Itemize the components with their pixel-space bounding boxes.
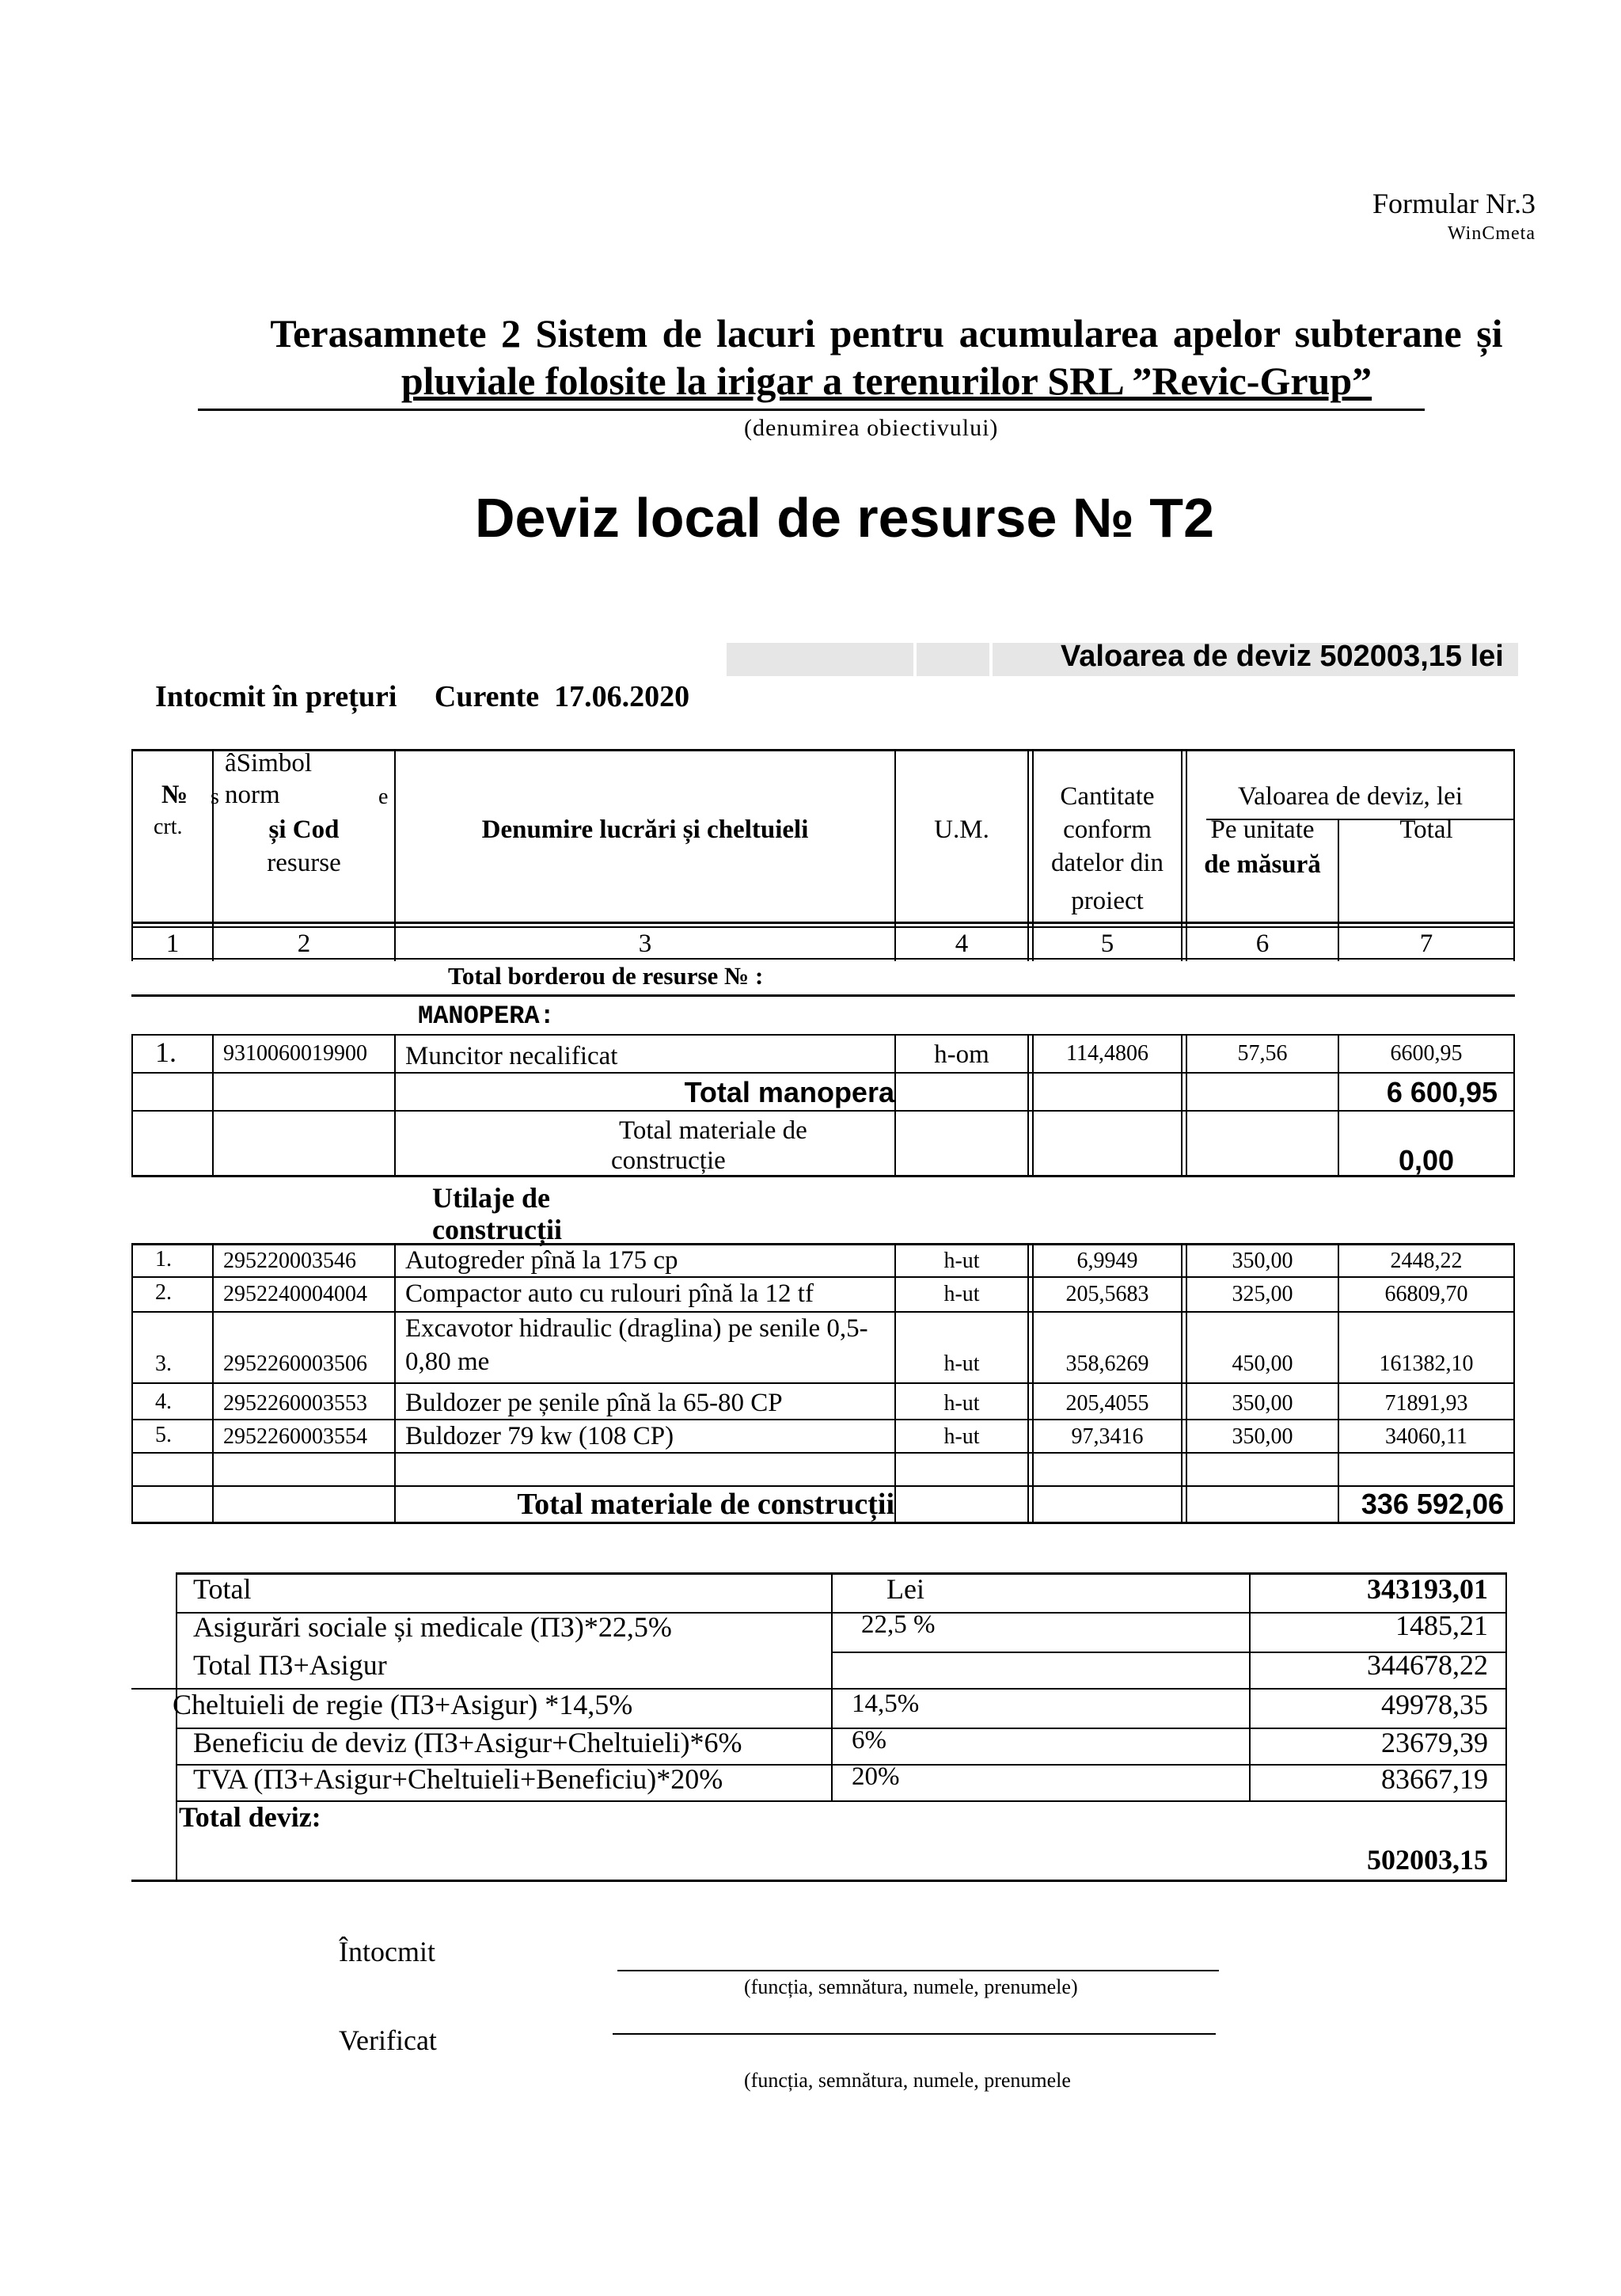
software-name: WinCmeta xyxy=(1447,223,1536,244)
summary-value: 49978,35 xyxy=(1381,1689,1488,1720)
utilaje-row-unit: 350,00 xyxy=(1232,1424,1293,1449)
col-simbol-s: s xyxy=(211,785,219,809)
intocmit-caption: (funcția, semnătura, numele, prenumele) xyxy=(744,1975,1078,1998)
summary-pct: 22,5 % xyxy=(861,1610,936,1639)
utilaje-row-nr: 2. xyxy=(155,1280,172,1305)
col-um-label: U.M. xyxy=(934,815,989,844)
col-number-2: 2 xyxy=(297,929,311,958)
col-nr-label: № xyxy=(161,781,188,809)
utilaje-row-unit: 350,00 xyxy=(1232,1391,1293,1416)
manopera-heading: MANOPERA: xyxy=(418,1002,555,1031)
col-number-3: 3 xyxy=(638,929,652,958)
object-name-line1: Terasamnete 2 Sistem de lacuri pentru acumularea apelor subterane și xyxy=(270,311,1503,355)
utilaje-total-label: Total materiale de construcții xyxy=(517,1488,894,1521)
utilaje-row-code: 2952260003554 xyxy=(223,1424,367,1449)
utilaje-row-name: Compactor auto cu rulouri pînă la 12 tf xyxy=(405,1279,814,1308)
summary-value: 23679,39 xyxy=(1381,1727,1488,1758)
col-simbol-label3: și Cod xyxy=(268,815,340,844)
utilaje-row-total: 66809,70 xyxy=(1384,1282,1468,1306)
summary-label: Cheltuieli de regie (ПЗ+Asigur) *14,5% xyxy=(173,1689,633,1720)
summary-pct: Lei xyxy=(886,1573,924,1605)
estimate-value: Valoarea de deviz 502003,15 lei xyxy=(1061,640,1504,673)
utilaje-row-um: h-ut xyxy=(943,1249,980,1273)
utilaje-row-nr: 4. xyxy=(155,1389,172,1414)
col-nr-label2: crt. xyxy=(154,815,183,839)
total-deviz-value: 502003,15 xyxy=(1367,1844,1488,1876)
col-cantitate-label3: datelor din xyxy=(1050,849,1164,877)
object-name-line2: pluviale folosite la irigar a terenurilor SRL ”Revic-Grup” xyxy=(401,359,1372,403)
utilaje-row-name: Buldozer 79 kw (108 CP) xyxy=(405,1422,674,1450)
col-simbol-label1: âSimbol xyxy=(225,749,313,777)
manopera-total-label: Total manopera xyxy=(684,1076,894,1108)
summary-value: 344678,22 xyxy=(1367,1649,1488,1681)
utilaje-row-total: 34060,11 xyxy=(1385,1424,1467,1449)
utilaje-row-name: Autogreder pînă la 175 cp xyxy=(405,1246,678,1275)
materiale-label2: construcție xyxy=(611,1146,726,1175)
col-valoarea-label: Valoarea de deviz, lei xyxy=(1237,782,1463,811)
object-underline xyxy=(198,409,1425,411)
utilaje-heading1: Utilaje de xyxy=(432,1182,550,1214)
col-number-7: 7 xyxy=(1419,929,1433,958)
verificat-label: Verificat xyxy=(339,2024,437,2056)
manopera-row-total: 6600,95 xyxy=(1390,1041,1463,1066)
utilaje-row-unit: 325,00 xyxy=(1232,1282,1293,1306)
utilaje-row-code: 2952240004004 xyxy=(223,1282,367,1306)
col-number-5: 5 xyxy=(1100,929,1114,958)
col-simbol-label4: resurse xyxy=(267,849,341,877)
utilaje-row-unit: 350,00 xyxy=(1232,1249,1293,1273)
col-simbol-label2: norm xyxy=(225,781,280,809)
col-simbol-e: e xyxy=(378,785,389,809)
col-total-label: Total xyxy=(1399,815,1453,844)
verificat-caption: (funcția, semnătura, numele, prenumele xyxy=(744,2069,1071,2092)
col-number-6: 6 xyxy=(1255,929,1270,958)
utilaje-row-code: 295220003546 xyxy=(223,1249,356,1273)
manopera-total-value: 6 600,95 xyxy=(1386,1076,1498,1108)
utilaje-row-qty: 205,5683 xyxy=(1065,1282,1149,1306)
summary-label: TVA (ПЗ+Asigur+Cheltuieli+Beneficiu)*20% xyxy=(193,1763,723,1795)
utilaje-row-name-cont: 0,80 me xyxy=(405,1348,490,1376)
utilaje-row-total: 71891,93 xyxy=(1384,1391,1468,1416)
col-cantitate-label4: proiect xyxy=(1071,887,1144,915)
utilaje-row-total: 161382,10 xyxy=(1379,1351,1474,1376)
utilaje-row-unit: 450,00 xyxy=(1232,1351,1293,1376)
manopera-row-code: 9310060019900 xyxy=(223,1041,367,1066)
utilaje-row-nr: 1. xyxy=(155,1247,172,1272)
col-pe-unitate-label1: Pe unitate xyxy=(1210,815,1315,844)
utilaje-row-qty: 97,3416 xyxy=(1071,1424,1144,1449)
summary-label: Beneficiu de deviz (ПЗ+Asigur+Cheltuieli)*6% xyxy=(193,1727,742,1758)
summary-label: Total ПЗ+Asigur xyxy=(193,1649,387,1681)
manopera-row-name: Muncitor necalificat xyxy=(405,1042,618,1070)
manopera-row-um: h-om xyxy=(934,1040,989,1069)
utilaje-row-um: h-ut xyxy=(943,1391,980,1416)
utilaje-row-nr: 3. xyxy=(155,1351,172,1376)
borderou-label: Total borderou de resurse № : xyxy=(448,962,764,990)
materiale-value: 0,00 xyxy=(1398,1144,1455,1177)
form-number: Formular Nr.3 xyxy=(1372,188,1536,219)
utilaje-row-nr: 5. xyxy=(155,1423,172,1447)
summary-value: 343193,01 xyxy=(1367,1573,1488,1605)
col-number-4: 4 xyxy=(955,929,969,958)
object-caption: (denumirea obiectivului) xyxy=(744,415,999,441)
utilaje-row-qty: 205,4055 xyxy=(1065,1391,1149,1416)
materiale-label1: Total materiale de xyxy=(619,1116,807,1145)
manopera-row-unit: 57,56 xyxy=(1237,1041,1288,1066)
document-title: Deviz local de resurse № T2 xyxy=(475,487,1214,549)
col-cantitate-label1: Cantitate xyxy=(1060,782,1155,811)
utilaje-total-value: 336 592,06 xyxy=(1361,1488,1504,1520)
summary-label: Asigurări sociale și medicale (ПЗ)*22,5% xyxy=(193,1611,672,1643)
utilaje-row-code: 2952260003553 xyxy=(223,1391,367,1416)
utilaje-row-um: h-ut xyxy=(943,1351,980,1376)
manopera-row-qty: 114,4806 xyxy=(1066,1041,1148,1066)
utilaje-heading2: construcții xyxy=(432,1214,562,1245)
summary-value: 83667,19 xyxy=(1381,1763,1488,1795)
intocmit-label: Întocmit xyxy=(339,1936,435,1967)
summary-pct: 6% xyxy=(852,1726,886,1754)
utilaje-row-qty: 358,6269 xyxy=(1065,1351,1149,1376)
col-number-1: 1 xyxy=(165,929,180,958)
utilaje-row-um: h-ut xyxy=(943,1282,980,1306)
col-denumire-label: Denumire lucrări și cheltuieli xyxy=(481,815,809,844)
summary-value: 1485,21 xyxy=(1395,1610,1488,1641)
manopera-row-nr: 1. xyxy=(155,1036,177,1068)
utilaje-row-um: h-ut xyxy=(943,1424,980,1449)
prices-date: Intocmit în prețuri Curente 17.06.2020 xyxy=(155,680,690,713)
summary-label: Total xyxy=(193,1573,252,1605)
utilaje-row-total: 2448,22 xyxy=(1390,1249,1463,1273)
summary-pct: 20% xyxy=(852,1762,900,1791)
total-deviz-label: Total deviz: xyxy=(179,1801,321,1833)
summary-pct: 14,5% xyxy=(852,1690,920,1718)
col-pe-unitate-label2: de măsură xyxy=(1204,850,1321,879)
utilaje-row-name: Buldozer pe șenile pînă la 65-80 CP xyxy=(405,1389,783,1417)
utilaje-row-qty: 6,9949 xyxy=(1076,1249,1138,1273)
utilaje-row-name: Excavotor hidraulic (draglina) pe senile 0,5- xyxy=(405,1314,868,1343)
col-cantitate-label2: conform xyxy=(1063,815,1152,844)
utilaje-row-code: 2952260003506 xyxy=(223,1351,367,1376)
